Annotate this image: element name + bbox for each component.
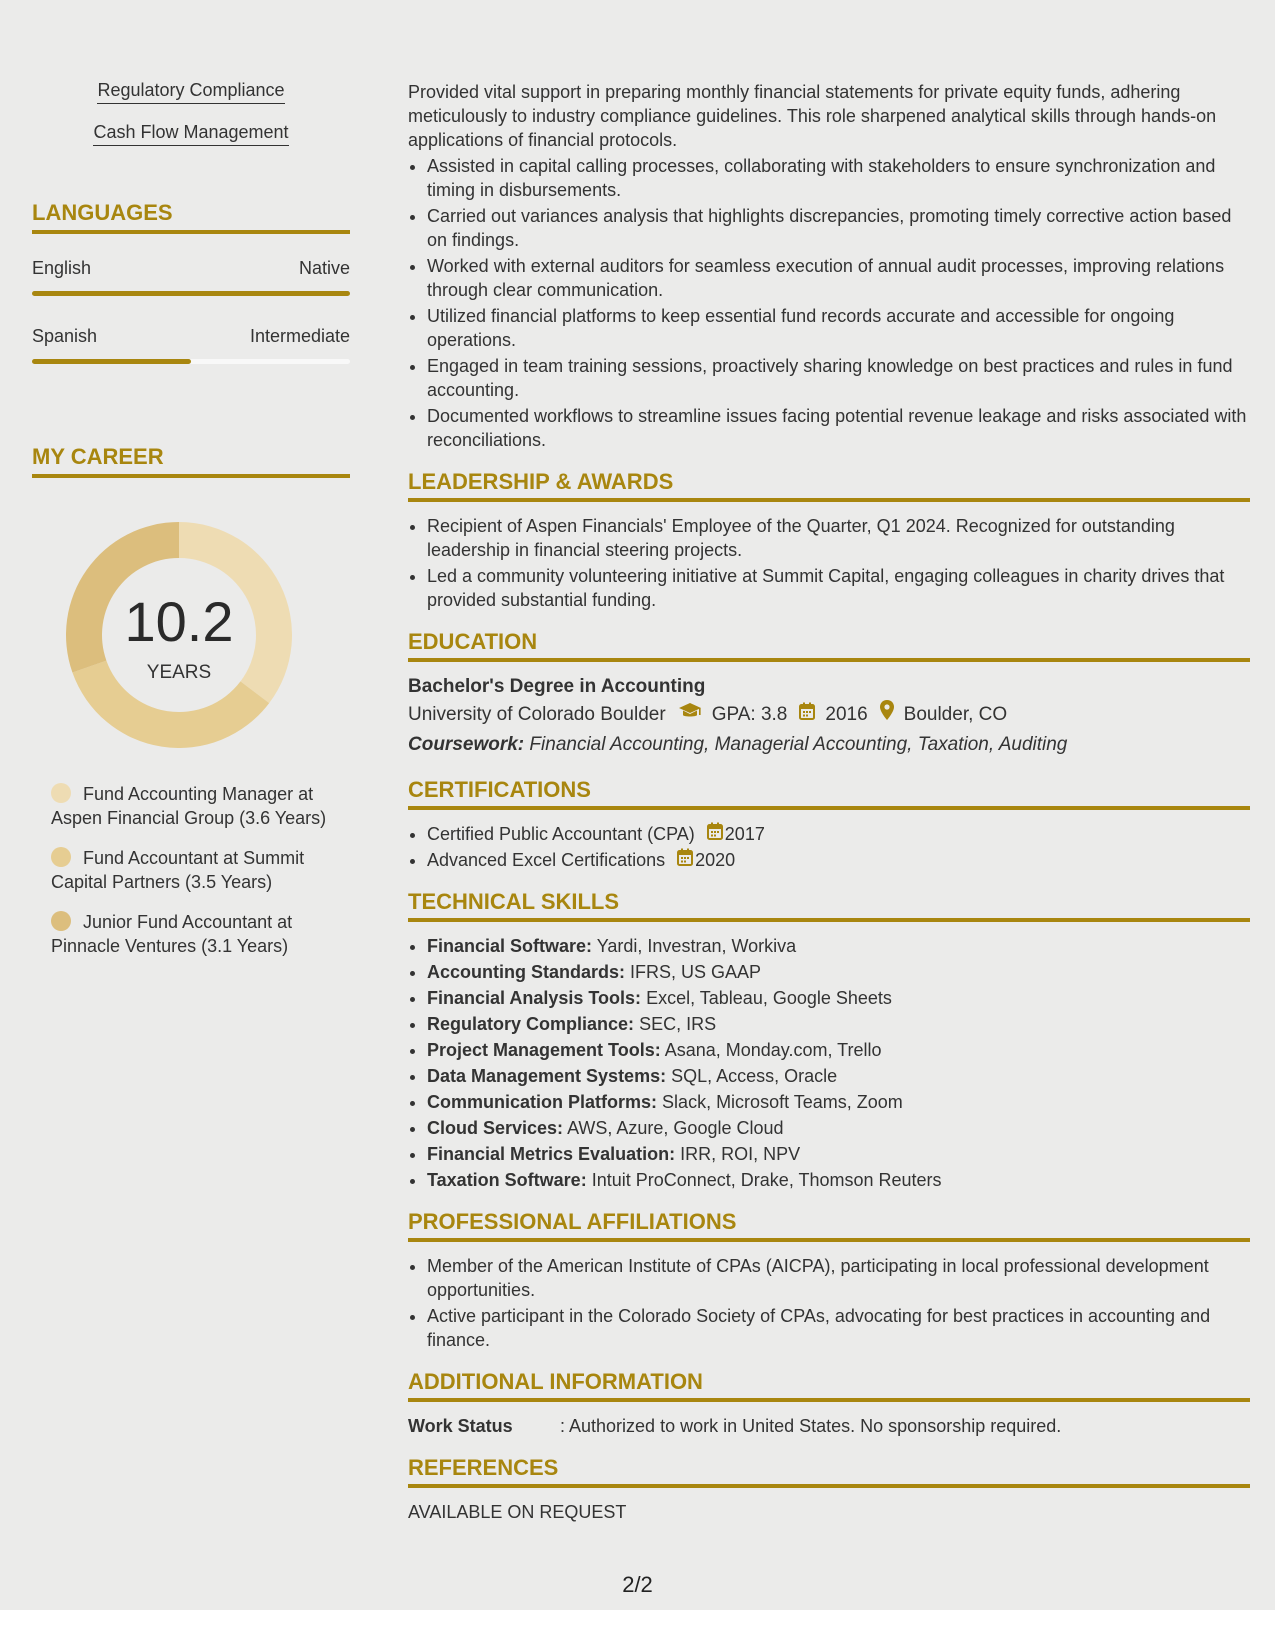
language-bar: [32, 291, 350, 296]
legend-dot: [51, 911, 71, 931]
list-item: [427, 986, 1250, 1010]
school-name: University of Colorado Boulder: [408, 704, 666, 725]
skill-values: Excel, Tableau, Google Sheets: [646, 988, 892, 1008]
technical-skills-section: [408, 890, 1250, 1192]
work-status-value: : Authorized to work in United States. No sponsorship required.: [560, 1416, 1062, 1436]
skill-values: AWS, Azure, Google Cloud: [567, 1118, 784, 1138]
list-item: • Engaged in team training sessions, proactively sharing knowledge on best practices and rules in fund accounting.: [427, 354, 1250, 402]
references-title: REFERENCES: [408, 1456, 1250, 1488]
coursework-list: Financial Accounting, Managerial Accounting, Taxation, Auditing: [529, 734, 1068, 755]
skill-values: Slack, Microsoft Teams, Zoom: [662, 1092, 903, 1112]
language-name: Spanish: [32, 326, 98, 346]
affiliations-section: [408, 1210, 1250, 1352]
right-column: [408, 80, 1250, 1524]
list-item: • Utilized financial platforms to keep essential fund records accurate and accessible for ongoing operations.: [427, 304, 1250, 352]
technical-skills-title: TECHNICAL SKILLS: [408, 890, 1250, 922]
list-item: • Member of the American Institute of CPAs (AICPA), participating in local professional development opportunities.: [427, 1254, 1250, 1302]
list-item: [427, 1142, 1250, 1166]
certification-year: 2017: [724, 824, 765, 844]
list-item: [427, 1038, 1250, 1062]
work-status-label: Work Status: [408, 1416, 513, 1436]
skill-category: Project Management Tools:: [427, 1040, 661, 1060]
references-text: AVAILABLE ON REQUEST: [408, 1502, 627, 1522]
list-item: [427, 960, 1250, 984]
references-section: [408, 1456, 1250, 1524]
legend-label: Fund Accounting Manager at Aspen Financial Group (3.6 Years): [51, 784, 327, 828]
skill-values: Asana, Monday.com, Trello: [664, 1040, 882, 1060]
list-item: [427, 1012, 1250, 1036]
certification-name: • Advanced Excel Certifications: [427, 850, 666, 870]
experience-intro: Provided vital support in preparing monthly financial statements for private equity funds, adhering meticulously to industry compliance guidelines. This role sharpened analytical skills through hands-on applications of financial protocols.: [408, 82, 1217, 150]
language-bar-fill: [32, 359, 191, 364]
career-years-unit: YEARS: [146, 662, 212, 683]
skill-values: IRR, ROI, NPV: [680, 1144, 801, 1164]
list-item: • Worked with external auditors for seamless execution of annual audit processes, improving relations through clear communication.: [427, 254, 1250, 302]
skill-category: Cloud Services:: [427, 1118, 564, 1138]
legend-label: Junior Fund Accountant at Pinnacle Ventures (3.1 Years): [51, 912, 293, 956]
education-location: Boulder, CO: [903, 704, 1008, 725]
additional-info-title: ADDITIONAL INFORMATION: [408, 1370, 1250, 1402]
additional-info-section: [408, 1370, 1250, 1438]
language-bar-fill: [32, 291, 350, 296]
page-number: 2/2: [622, 1572, 653, 1597]
skill-category: Financial Analysis Tools:: [427, 988, 642, 1008]
certification-name: • Certified Public Accountant (CPA): [427, 824, 695, 844]
languages-title: LANGUAGES: [32, 200, 350, 234]
skill-category: Accounting Standards:: [427, 962, 626, 982]
list-item: [427, 934, 1250, 958]
language-item: [32, 258, 350, 296]
list-item: • Carried out variances analysis that highlights discrepancies, promoting timely corrective action based on findings.: [427, 204, 1250, 252]
certifications-title: CERTIFICATIONS: [408, 778, 1250, 810]
legend-item: [51, 846, 341, 894]
list-item: • Recipient of Aspen Financials' Employee of the Quarter, Q1 2024. Recognized for outstanding leadership in financial steering projects.: [427, 514, 1250, 562]
skill-category: Communication Platforms:: [427, 1092, 658, 1112]
gpa: GPA: 3.8: [711, 704, 788, 725]
skill-tag: Regulatory Compliance: [97, 80, 284, 104]
list-item: [427, 848, 1250, 872]
education-section: [408, 630, 1250, 760]
graduation-year: 2016: [825, 704, 868, 725]
list-item: [427, 1116, 1250, 1140]
skill-category: Financial Metrics Evaluation:: [427, 1144, 676, 1164]
skill-tag: Cash Flow Management: [93, 122, 288, 146]
skill-category: Taxation Software:: [427, 1170, 587, 1190]
certification-year: 2020: [695, 850, 736, 870]
skill-values: Yardi, Investran, Workiva: [596, 936, 797, 956]
calendar-icon: [707, 822, 723, 846]
list-item: • Active participant in the Colorado Society of CPAs, advocating for best practices in accounting and finance.: [427, 1304, 1250, 1352]
education-title: EDUCATION: [408, 630, 1250, 662]
legend-item: [51, 910, 341, 958]
legend-label: Fund Accountant at Summit Capital Partners (3.5 Years): [51, 848, 305, 892]
coursework-label: Coursework:: [408, 734, 525, 755]
language-name: English: [32, 258, 92, 278]
language-level: Native: [298, 258, 350, 278]
education-details: [408, 700, 1250, 730]
map-pin-icon: [880, 700, 894, 730]
skill-values: IFRS, US GAAP: [630, 962, 762, 982]
coursework: [408, 730, 1250, 760]
career-total-years: 10.2: [124, 590, 234, 653]
skill-values: SEC, IRS: [639, 1014, 717, 1034]
list-item: • Assisted in capital calling processes, collaborating with stakeholders to ensure synchronization and timing in disbursements.: [427, 154, 1250, 202]
certifications-section: [408, 778, 1250, 872]
experience-bullets: [408, 154, 1250, 452]
language-item: [32, 326, 350, 364]
list-item: [427, 822, 1250, 846]
list-item: [427, 1168, 1250, 1192]
graduation-cap-icon: [678, 700, 702, 730]
languages-section: [32, 200, 350, 364]
list-item: [427, 1064, 1250, 1088]
language-level: Intermediate: [249, 326, 350, 346]
skill-category: Data Management Systems:: [427, 1066, 667, 1086]
language-bar: [32, 359, 350, 364]
calendar-icon: [677, 848, 693, 872]
list-item: • Documented workflows to streamline issues facing potential revenue leakage and risks associated with reconciliations.: [427, 404, 1250, 452]
affiliations-title: PROFESSIONAL AFFILIATIONS: [408, 1210, 1250, 1242]
legend-dot: [51, 783, 71, 803]
career-title: MY CAREER: [32, 444, 350, 478]
degree: Bachelor's Degree in Accounting: [408, 676, 706, 697]
leadership-section: [408, 470, 1250, 612]
list-item: • Led a community volunteering initiative at Summit Capital, engaging colleagues in charity drives that provided substantial funding.: [427, 564, 1250, 612]
calendar-icon: [799, 700, 815, 730]
leadership-title: LEADERSHIP & AWARDS: [408, 470, 1250, 502]
left-column: [32, 80, 350, 974]
skill-values: SQL, Access, Oracle: [671, 1066, 838, 1086]
legend-item: [51, 782, 341, 830]
career-legend: [51, 782, 341, 958]
legend-dot: [51, 847, 71, 867]
list-item: [427, 1090, 1250, 1114]
skill-values: Intuit ProConnect, Drake, Thomson Reuters: [591, 1170, 942, 1190]
work-status: [408, 1414, 1250, 1438]
skill-category: Regulatory Compliance:: [427, 1014, 635, 1034]
skill-category: Financial Software:: [427, 936, 593, 956]
career-donut-chart: [66, 522, 292, 748]
